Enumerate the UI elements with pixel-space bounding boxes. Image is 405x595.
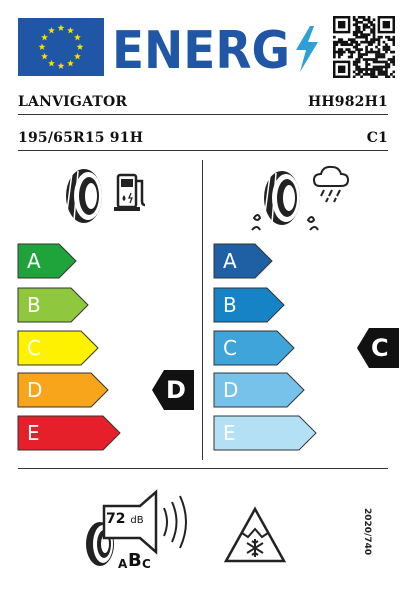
tyre-fuel-icon: [58, 165, 158, 225]
wet-rating-letter: C: [371, 334, 389, 362]
lightning-bolt-icon: [296, 26, 318, 72]
model-code: HH982H1: [307, 94, 388, 110]
tyre-size: 195/65R15 91H: [18, 130, 144, 146]
mountain-snowflake-icon: [224, 505, 286, 565]
noise-db-unit: dB: [130, 515, 144, 526]
tyre-class: C1: [366, 130, 388, 146]
rain-cloud-icon: [314, 167, 348, 202]
fuel-class-letter: B: [27, 293, 41, 317]
divider: [18, 114, 388, 115]
fuel-class-letter: A: [27, 249, 41, 273]
energy-word: ENERG: [112, 21, 290, 76]
fuel-pump-icon: [114, 175, 145, 211]
wet-class-letter: C: [223, 336, 237, 360]
noise-db-number: 72: [106, 511, 126, 527]
wet-class-letter: B: [223, 293, 237, 317]
tyre-rain-icon: [248, 162, 358, 234]
regulation-number: 2020/740: [362, 508, 372, 556]
brand-name: LANVIGATOR: [18, 94, 128, 110]
qr-code: [333, 16, 395, 78]
noise-class-letter: C: [142, 557, 151, 571]
wet-class-letter: E: [223, 421, 236, 445]
noise-value: [106, 511, 144, 527]
divider: [18, 468, 388, 469]
fuel-class-letter: C: [27, 336, 41, 360]
fuel-rating-letter: D: [166, 376, 186, 404]
vertical-divider: [202, 160, 203, 460]
noise-class-letter: A: [118, 557, 128, 571]
noise-class-letter-selected: B: [128, 550, 142, 571]
fuel-class-letter: D: [27, 378, 43, 402]
eu-flag-icon: [18, 18, 104, 76]
divider: [18, 150, 388, 151]
fuel-class-letter: E: [27, 421, 40, 445]
energy-logo: [112, 18, 322, 76]
wet-class-letter: A: [223, 249, 237, 273]
wet-class-letter: D: [223, 378, 239, 402]
